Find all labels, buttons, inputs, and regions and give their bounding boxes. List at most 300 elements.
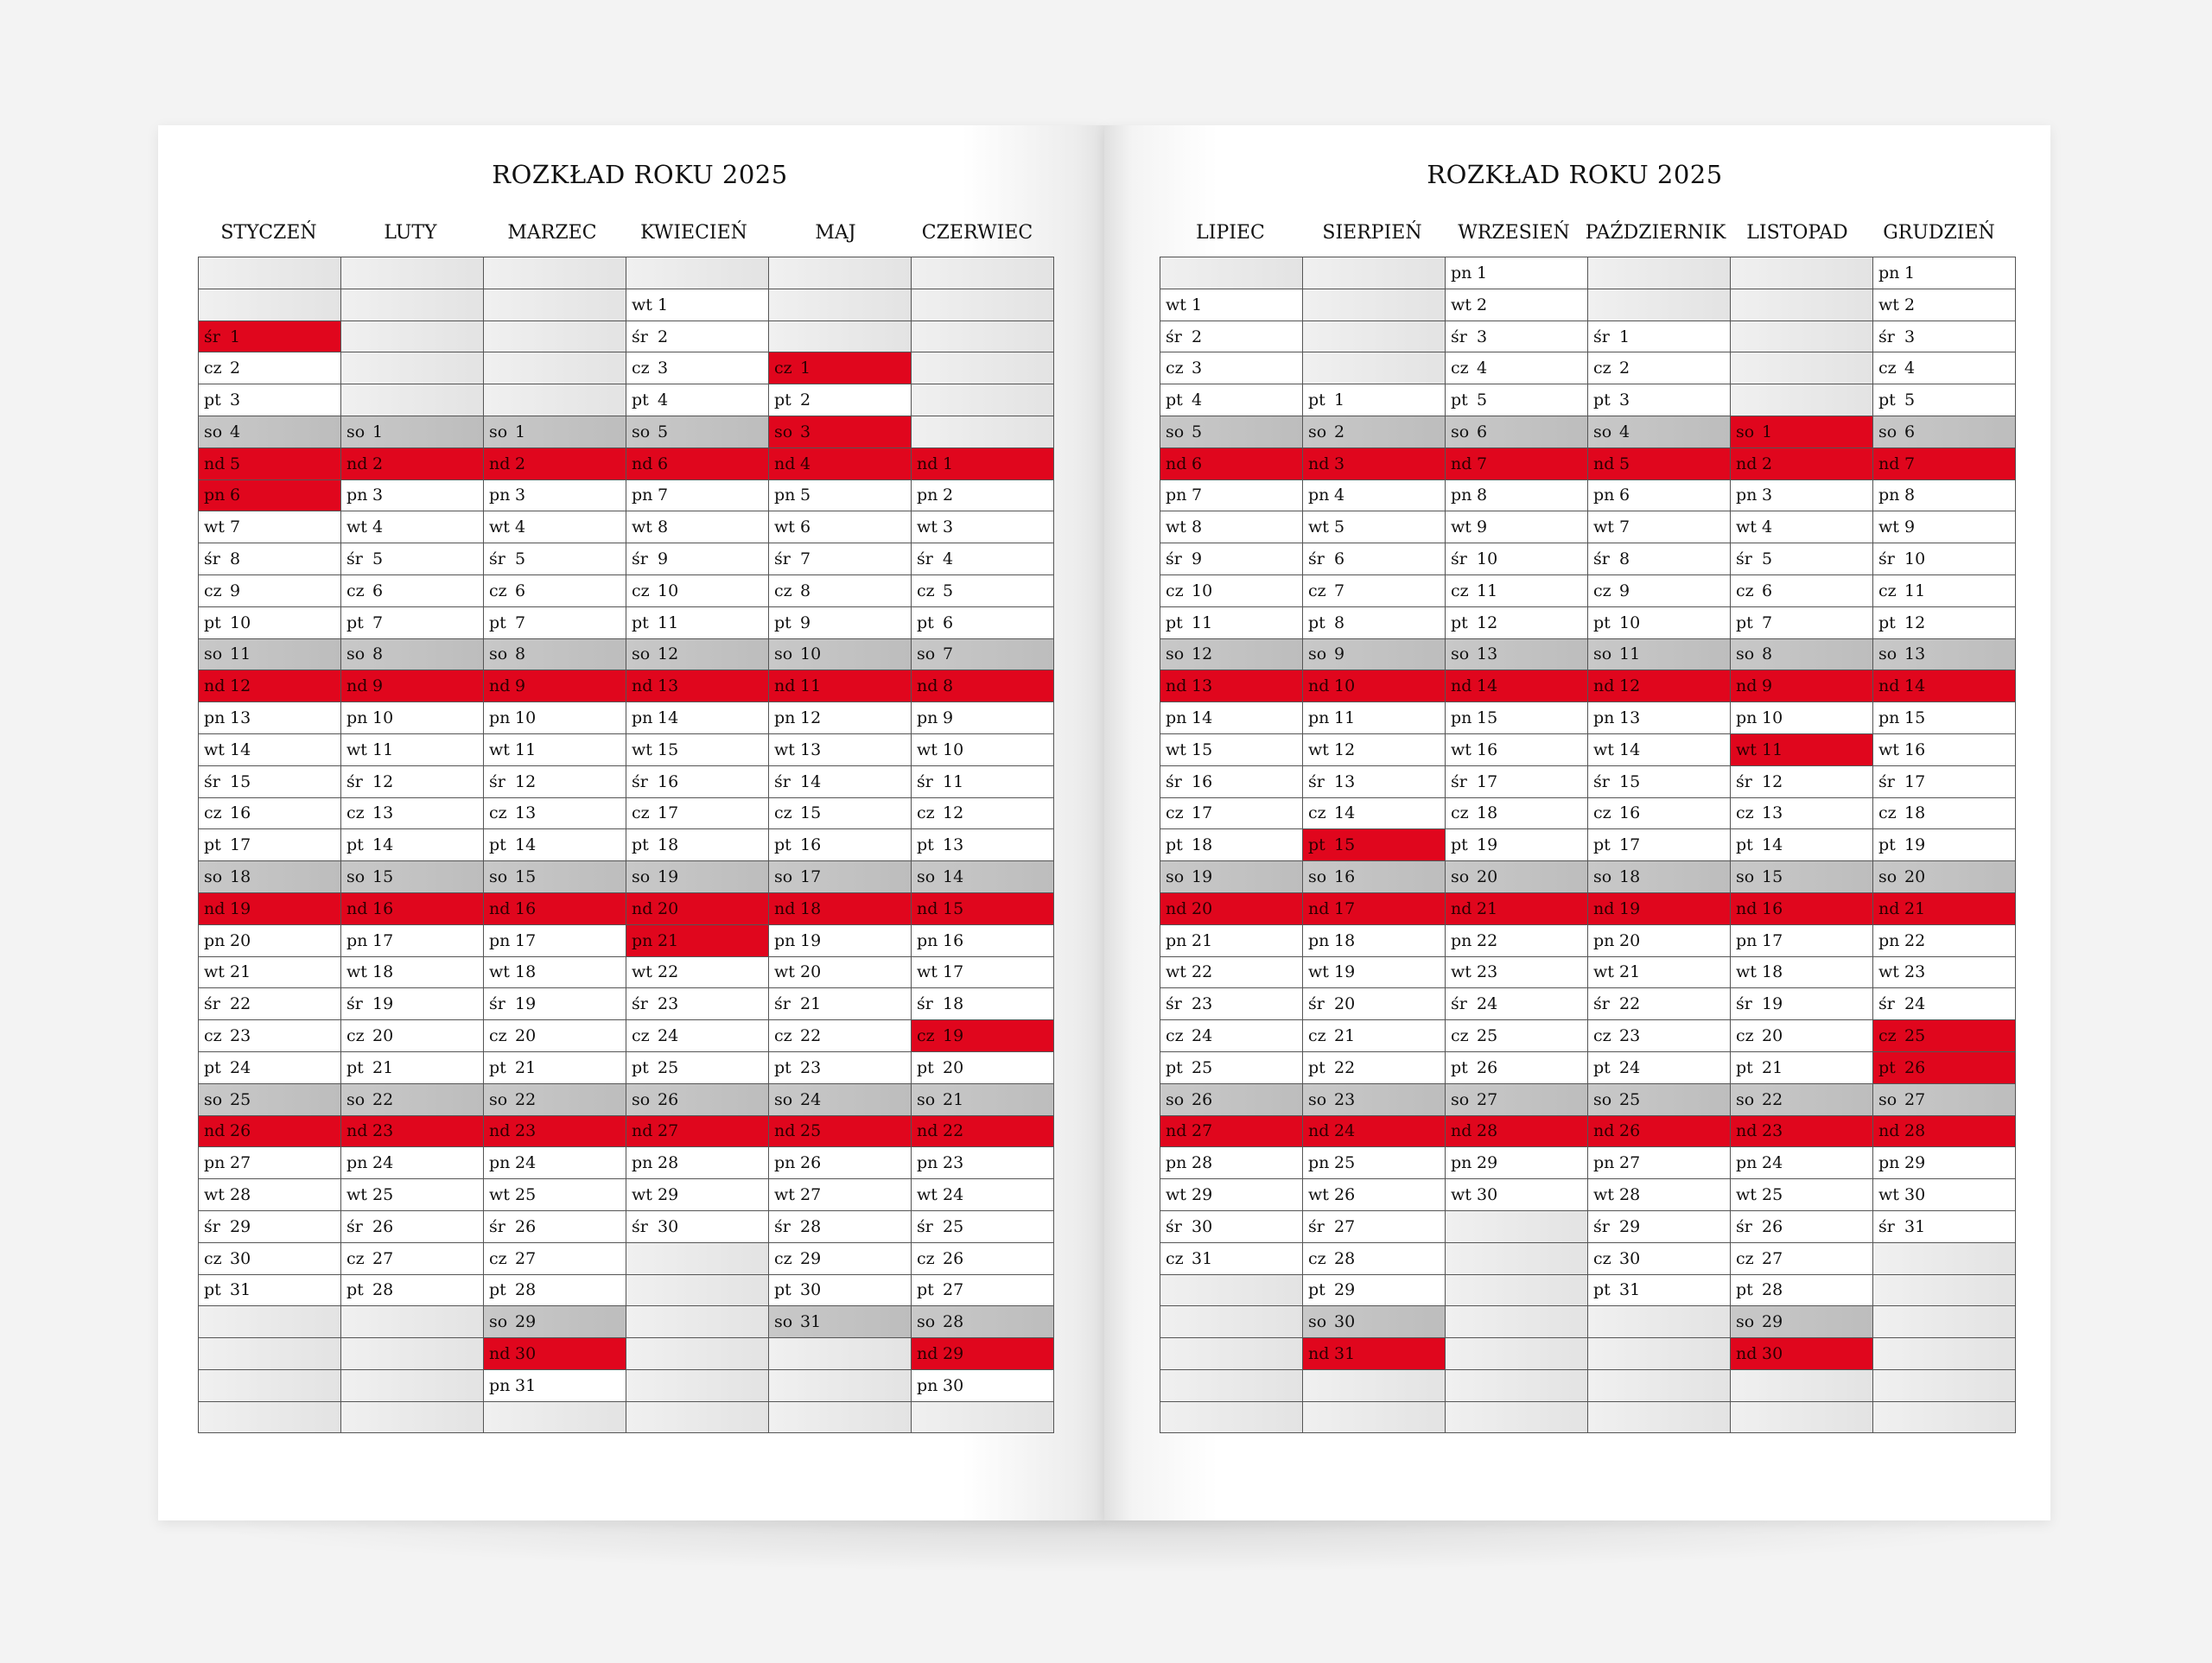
empty-cell: [199, 257, 340, 289]
day-cell: [199, 1179, 340, 1211]
day-cell: [1446, 607, 1587, 639]
day-number: 13: [943, 835, 964, 855]
day-cell: [484, 734, 626, 766]
day-number: 7: [1477, 454, 1488, 473]
weekday-label: pn: [632, 1153, 653, 1173]
weekday-label: pn: [774, 486, 796, 505]
weekday-label: nd: [1451, 898, 1472, 918]
day-number: 2: [1619, 359, 1630, 378]
day-number: 24: [1619, 1057, 1641, 1077]
day-cell: [1873, 702, 2015, 734]
calendar-grid: [1160, 257, 2016, 1433]
day-cell: [1731, 861, 1872, 893]
empty-cell: [484, 384, 626, 416]
empty-cell: [1160, 1306, 1302, 1338]
day-number: 1: [1904, 263, 1916, 282]
weekday-label: so: [1593, 867, 1612, 887]
weekday-label: wt: [1451, 739, 1471, 759]
day-cell: [484, 1211, 626, 1243]
weekday-label: pn: [489, 930, 511, 950]
month-column: [769, 257, 912, 1433]
day-cell: [1160, 575, 1302, 607]
weekday-label: nd: [1878, 454, 1900, 473]
day-number: 15: [658, 739, 679, 759]
day-number: 27: [1904, 1089, 1926, 1109]
day-cell: [626, 639, 768, 671]
day-cell: [341, 925, 483, 957]
weekday-label: wt: [489, 1185, 510, 1205]
weekday-label: pn: [917, 930, 938, 950]
day-number: 11: [1192, 613, 1213, 632]
day-cell: [1160, 1211, 1302, 1243]
day-number: 22: [230, 994, 251, 1014]
day-cell: [912, 670, 1053, 702]
weekday-label: so: [1451, 422, 1470, 441]
weekday-label: śr: [917, 549, 933, 569]
day-cell: [769, 861, 911, 893]
day-number: 4: [1619, 422, 1630, 441]
empty-cell: [341, 1338, 483, 1370]
day-number: 23: [1192, 994, 1213, 1014]
day-number: 15: [943, 898, 964, 918]
day-cell: [1303, 639, 1445, 671]
empty-cell: [769, 289, 911, 321]
day-number: 5: [1477, 390, 1488, 410]
day-cell: [1588, 448, 1730, 480]
day-cell: [769, 448, 911, 480]
empty-cell: [341, 1306, 483, 1338]
day-cell: [626, 384, 768, 416]
month-column: [1873, 257, 2016, 1433]
day-number: 14: [1334, 803, 1356, 823]
empty-cell: [1731, 1402, 1872, 1434]
day-number: 4: [658, 390, 669, 410]
day-cell: [1731, 1211, 1872, 1243]
day-cell: [1873, 670, 2015, 702]
day-number: 6: [1192, 454, 1203, 473]
day-number: 12: [515, 771, 537, 791]
day-cell: [912, 957, 1053, 989]
empty-cell: [341, 1370, 483, 1402]
weekday-label: pt: [489, 1280, 506, 1300]
weekday-label: pt: [774, 1280, 791, 1300]
day-cell: [484, 766, 626, 798]
weekday-label: pt: [1308, 390, 1325, 410]
day-cell: [1303, 607, 1445, 639]
weekday-label: śr: [917, 1216, 933, 1236]
day-number: 10: [1334, 676, 1356, 696]
weekday-label: pt: [1736, 835, 1753, 855]
day-cell: [484, 1306, 626, 1338]
empty-cell: [484, 321, 626, 353]
day-cell: [341, 988, 483, 1020]
weekday-label: so: [917, 1089, 936, 1109]
weekday-label: so: [1308, 644, 1327, 664]
weekday-label: pt: [1593, 613, 1611, 632]
weekday-label: nd: [1451, 454, 1472, 473]
weekday-label: pn: [1593, 708, 1615, 728]
weekday-label: pn: [1736, 930, 1758, 950]
weekday-label: nd: [1878, 1121, 1900, 1141]
weekday-label: pt: [1166, 390, 1183, 410]
day-cell: [1588, 829, 1730, 861]
day-number: 18: [1334, 930, 1356, 950]
empty-cell: [1160, 1402, 1302, 1434]
weekday-label: nd: [1736, 1344, 1758, 1363]
day-cell: [912, 1052, 1053, 1084]
day-cell: [1873, 798, 2015, 830]
day-number: 4: [515, 517, 526, 537]
empty-cell: [1446, 1275, 1587, 1307]
day-cell: [341, 734, 483, 766]
weekday-label: pn: [917, 1153, 938, 1173]
day-cell: [1303, 766, 1445, 798]
day-number: 26: [1904, 1057, 1926, 1077]
weekday-label: cz: [1736, 1026, 1754, 1046]
day-number: 2: [1762, 454, 1773, 473]
day-number: 25: [1619, 1089, 1641, 1109]
weekday-label: cz: [489, 1248, 507, 1268]
weekday-label: pt: [774, 835, 791, 855]
day-number: 2: [800, 390, 811, 410]
day-cell: [1160, 861, 1302, 893]
day-cell: [1303, 988, 1445, 1020]
empty-cell: [1731, 1370, 1872, 1402]
day-cell: [484, 957, 626, 989]
weekday-label: pn: [1308, 930, 1330, 950]
day-cell: [1588, 1084, 1730, 1116]
day-cell: [1873, 861, 2015, 893]
day-number: 27: [800, 1185, 822, 1205]
weekday-label: wt: [1308, 1185, 1329, 1205]
weekday-label: pt: [1308, 835, 1325, 855]
day-number: 2: [372, 454, 384, 473]
day-number: 29: [800, 1248, 822, 1268]
weekday-label: pt: [1451, 390, 1468, 410]
month-column: [199, 257, 341, 1433]
day-number: 2: [1904, 295, 1916, 314]
empty-cell: [912, 321, 1053, 353]
day-number: 22: [800, 1026, 822, 1046]
weekday-label: pn: [204, 930, 226, 950]
weekday-label: nd: [1451, 1121, 1472, 1141]
empty-cell: [1160, 257, 1302, 289]
weekday-label: nd: [632, 454, 653, 473]
weekday-label: cz: [346, 803, 365, 823]
day-cell: [1588, 734, 1730, 766]
weekday-label: cz: [1166, 1026, 1184, 1046]
day-number: 8: [372, 644, 384, 664]
day-cell: [1873, 480, 2015, 512]
day-number: 21: [800, 994, 822, 1014]
weekday-label: wt: [1451, 517, 1471, 537]
day-number: 18: [800, 898, 822, 918]
empty-cell: [199, 289, 340, 321]
weekday-label: cz: [1451, 1026, 1469, 1046]
day-number: 20: [800, 962, 822, 982]
day-number: 22: [1334, 1057, 1356, 1077]
day-cell: [341, 448, 483, 480]
day-number: 12: [372, 771, 394, 791]
day-cell: [1873, 1084, 2015, 1116]
day-cell: [1160, 734, 1302, 766]
weekday-label: śr: [1878, 771, 1895, 791]
day-number: 22: [1762, 1089, 1783, 1109]
day-number: 31: [800, 1312, 822, 1332]
weekday-label: cz: [774, 581, 792, 600]
empty-cell: [1731, 352, 1872, 384]
weekday-label: cz: [632, 1026, 650, 1046]
weekday-label: pn: [1166, 930, 1187, 950]
day-number: 23: [1762, 1121, 1783, 1141]
day-cell: [1588, 511, 1730, 543]
day-cell: [1446, 957, 1587, 989]
day-cell: [1873, 384, 2015, 416]
day-cell: [769, 734, 911, 766]
weekday-label: śr: [204, 771, 220, 791]
weekday-label: śr: [346, 1216, 363, 1236]
empty-cell: [341, 257, 483, 289]
day-number: 26: [230, 1121, 251, 1141]
weekday-label: cz: [1593, 581, 1611, 600]
day-number: 4: [1904, 359, 1916, 378]
day-number: 1: [1762, 422, 1773, 441]
day-cell: [1303, 543, 1445, 575]
day-number: 12: [1334, 739, 1356, 759]
day-number: 3: [1619, 390, 1630, 410]
day-number: 19: [943, 1026, 964, 1046]
day-number: 17: [1762, 930, 1783, 950]
day-cell: [769, 1243, 911, 1275]
day-cell: [484, 511, 626, 543]
day-cell: [1303, 1084, 1445, 1116]
day-number: 19: [800, 930, 822, 950]
weekday-label: wt: [917, 1185, 938, 1205]
day-cell: [1160, 511, 1302, 543]
day-cell: [341, 861, 483, 893]
day-cell: [199, 988, 340, 1020]
day-cell: [341, 639, 483, 671]
weekday-label: nd: [632, 676, 653, 696]
weekday-label: so: [632, 1089, 651, 1109]
day-number: 25: [515, 1185, 537, 1205]
day-number: 15: [1762, 867, 1783, 887]
weekday-label: śr: [489, 1216, 505, 1236]
day-cell: [626, 1179, 768, 1211]
day-number: 10: [658, 581, 679, 600]
empty-cell: [626, 1243, 768, 1275]
day-number: 9: [1192, 549, 1203, 569]
day-number: 5: [230, 454, 241, 473]
weekday-label: wt: [774, 962, 795, 982]
day-cell: [199, 1052, 340, 1084]
weekday-label: so: [489, 644, 508, 664]
empty-cell: [769, 1370, 911, 1402]
day-cell: [1303, 1179, 1445, 1211]
day-number: 17: [230, 835, 251, 855]
day-cell: [1873, 448, 2015, 480]
day-number: 28: [658, 1153, 679, 1173]
day-number: 24: [943, 1185, 964, 1205]
day-cell: [1160, 384, 1302, 416]
day-number: 9: [1619, 581, 1630, 600]
day-number: 17: [515, 930, 537, 950]
weekday-label: wt: [1593, 517, 1614, 537]
day-cell: [1731, 480, 1872, 512]
month-label: CZERWIEC: [921, 222, 1033, 244]
weekday-label: so: [1166, 1089, 1185, 1109]
day-cell: [1873, 257, 2015, 289]
day-cell: [1160, 321, 1302, 353]
day-number: 9: [515, 676, 526, 696]
weekday-label: śr: [1308, 771, 1325, 791]
weekday-label: pn: [1451, 263, 1472, 282]
day-cell: [769, 829, 911, 861]
weekday-label: śr: [1451, 771, 1467, 791]
day-cell: [769, 670, 911, 702]
month-column: [1160, 257, 1303, 1433]
day-cell: [769, 1052, 911, 1084]
weekday-label: wt: [1736, 962, 1757, 982]
weekday-label: wt: [346, 517, 367, 537]
day-number: 13: [1619, 708, 1641, 728]
empty-cell: [1160, 1370, 1302, 1402]
empty-cell: [626, 1275, 768, 1307]
day-number: 7: [658, 486, 669, 505]
day-cell: [1588, 766, 1730, 798]
day-number: 13: [800, 739, 822, 759]
day-number: 16: [1477, 739, 1498, 759]
day-number: 19: [658, 867, 679, 887]
weekday-label: cz: [1451, 359, 1469, 378]
day-number: 7: [230, 517, 241, 537]
day-number: 10: [1192, 581, 1213, 600]
day-cell: [1446, 766, 1587, 798]
day-cell: [484, 480, 626, 512]
weekday-label: so: [1878, 867, 1897, 887]
day-cell: [1873, 988, 2015, 1020]
day-cell: [1731, 734, 1872, 766]
day-cell: [1446, 1084, 1587, 1116]
day-cell: [199, 511, 340, 543]
weekday-label: pt: [1593, 390, 1611, 410]
weekday-label: pn: [774, 930, 796, 950]
weekday-label: pn: [632, 486, 653, 505]
day-number: 27: [1477, 1089, 1498, 1109]
day-cell: [484, 416, 626, 448]
day-cell: [912, 988, 1053, 1020]
day-number: 16: [515, 898, 537, 918]
day-number: 9: [943, 708, 954, 728]
day-number: 17: [1477, 771, 1498, 791]
weekday-label: pt: [1166, 835, 1183, 855]
month-label: LISTOPAD: [1746, 222, 1848, 244]
day-number: 17: [658, 803, 679, 823]
weekday-label: pn: [1166, 486, 1187, 505]
day-number: 22: [943, 1121, 964, 1141]
day-cell: [199, 1243, 340, 1275]
weekday-label: nd: [774, 676, 796, 696]
weekday-label: pn: [1451, 486, 1472, 505]
day-cell: [1873, 1179, 2015, 1211]
weekday-label: pn: [1308, 708, 1330, 728]
day-number: 18: [1192, 835, 1213, 855]
empty-cell: [484, 257, 626, 289]
day-number: 16: [1334, 867, 1356, 887]
day-number: 25: [1904, 1026, 1926, 1046]
day-number: 26: [1192, 1089, 1213, 1109]
day-number: 31: [230, 1280, 251, 1300]
day-cell: [341, 957, 483, 989]
day-number: 14: [1762, 835, 1783, 855]
weekday-label: so: [204, 1089, 223, 1109]
day-number: 9: [1762, 676, 1773, 696]
weekday-label: pt: [489, 835, 506, 855]
day-number: 20: [1334, 994, 1356, 1014]
day-number: 9: [1904, 517, 1916, 537]
weekday-label: pt: [346, 613, 364, 632]
weekday-label: so: [632, 867, 651, 887]
day-number: 15: [230, 771, 251, 791]
day-cell: [1588, 1116, 1730, 1148]
day-cell: [912, 702, 1053, 734]
day-cell: [1588, 321, 1730, 353]
month-column: [1446, 257, 1588, 1433]
weekday-label: śr: [1451, 327, 1467, 346]
weekday-label: wt: [632, 517, 652, 537]
day-number: 6: [372, 581, 384, 600]
month-label: MARZEC: [507, 222, 597, 244]
day-number: 15: [515, 867, 537, 887]
day-cell: [341, 1147, 483, 1179]
day-cell: [1160, 448, 1302, 480]
weekday-label: so: [1878, 422, 1897, 441]
weekday-label: pt: [1878, 390, 1896, 410]
day-number: 24: [372, 1153, 394, 1173]
weekday-label: cz: [1878, 359, 1897, 378]
day-number: 1: [372, 422, 384, 441]
day-number: 17: [1619, 835, 1641, 855]
day-number: 3: [1762, 486, 1773, 505]
day-number: 9: [800, 613, 811, 632]
day-number: 23: [1904, 962, 1926, 982]
empty-cell: [1303, 321, 1445, 353]
day-number: 26: [1477, 1057, 1498, 1077]
day-number: 14: [1477, 676, 1498, 696]
day-cell: [1160, 1147, 1302, 1179]
weekday-label: pn: [1878, 263, 1900, 282]
day-cell: [912, 734, 1053, 766]
day-cell: [1160, 829, 1302, 861]
day-number: 7: [943, 644, 954, 664]
day-number: 31: [515, 1375, 537, 1395]
day-number: 5: [943, 581, 954, 600]
weekday-label: so: [917, 1312, 936, 1332]
day-cell: [484, 861, 626, 893]
day-cell: [1873, 289, 2015, 321]
weekday-label: pt: [1308, 1057, 1325, 1077]
day-number: 4: [1192, 390, 1203, 410]
day-cell: [1873, 575, 2015, 607]
weekday-label: pt: [1878, 835, 1896, 855]
weekday-label: cz: [1878, 803, 1897, 823]
weekday-label: so: [917, 867, 936, 887]
day-cell: [1303, 480, 1445, 512]
day-number: 20: [943, 1057, 964, 1077]
weekday-label: cz: [917, 803, 935, 823]
weekday-label: cz: [489, 581, 507, 600]
day-number: 16: [372, 898, 394, 918]
